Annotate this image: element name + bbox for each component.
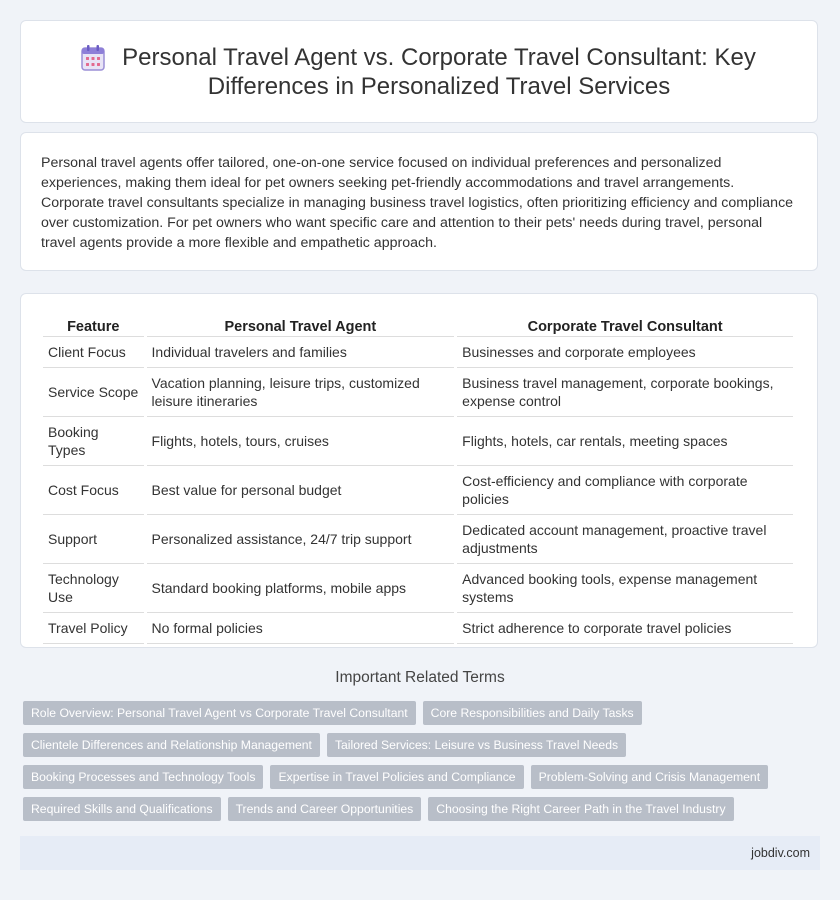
related-term-tag[interactable]: Problem-Solving and Crisis Management (531, 765, 769, 789)
table-row (43, 417, 793, 466)
table-cell: Best value for personal budget (147, 466, 455, 515)
table-cell: Cost Focus (43, 466, 144, 515)
comparison-table (40, 314, 796, 644)
table-cell: Cost-efficiency and compliance with corporate policies (457, 466, 793, 515)
table-cell: No formal policies (147, 613, 455, 644)
related-term-tag[interactable]: Core Responsibilities and Daily Tasks (423, 701, 642, 725)
table-cell: Booking Types (43, 417, 144, 466)
related-term-tag[interactable]: Required Skills and Qualifications (23, 797, 221, 821)
related-term-tag[interactable]: Role Overview: Personal Travel Agent vs Corporate Travel Consultant (23, 701, 416, 725)
table-cell: Dedicated account management, proactive travel adjustments (457, 515, 793, 564)
intro-paragraph: Personal travel agents offer tailored, one-on-one service focused on individual preferences and personalized experiences, making them ideal for pet owners seeking pet-friendly accommodations and travel arrangements. Corporate travel consultants specialize in managing business travel logistics, often prioritizing efficiency and compliance over customization. For pet owners who want specific care and attention to their pets' needs during travel, personal travel agents provide a more flexible and empathetic approach. (41, 155, 794, 251)
table-cell: Individual travelers and families (147, 337, 455, 368)
related-term-tag[interactable]: Expertise in Travel Policies and Compliance (270, 765, 523, 789)
table-cell: Strict adherence to corporate travel policies (457, 613, 793, 644)
table-row (43, 337, 793, 368)
table-cell: Personalized assistance, 24/7 trip support (147, 515, 455, 564)
related-term-tag[interactable]: Trends and Career Opportunities (228, 797, 422, 821)
table-cell: Advanced booking tools, expense management systems (457, 564, 793, 613)
table-cell: Business travel management, corporate bookings, expense control (457, 368, 793, 417)
table-cell: Flights, hotels, tours, cruises (147, 417, 455, 466)
table-header: Corporate Travel Consultant (457, 314, 793, 337)
table-cell: Support (43, 515, 144, 564)
table-cell: Client Focus (43, 337, 144, 368)
table-row (43, 368, 793, 417)
table-cell: Vacation planning, leisure trips, customized leisure itineraries (147, 368, 455, 417)
table-header: Personal Travel Agent (147, 314, 455, 337)
table-row (43, 564, 793, 613)
table-row (43, 515, 793, 564)
table-cell: Travel Policy (43, 613, 144, 644)
table-cell: Standard booking platforms, mobile apps (147, 564, 455, 613)
page-title: Personal Travel Agent vs. Corporate Travel Consultant: Key Differences in Personalized Travel Services (122, 43, 756, 100)
table-row (43, 613, 793, 644)
related-term-tag[interactable]: Clientele Differences and Relationship Management (23, 733, 320, 757)
title-card (20, 20, 818, 123)
table-row (43, 466, 793, 515)
related-term-tag[interactable]: Booking Processes and Technology Tools (23, 765, 263, 789)
table-cell: Flights, hotels, car rentals, meeting spaces (457, 417, 793, 466)
footer-site-link[interactable]: jobdiv.com (751, 846, 810, 860)
comparison-table-card (20, 293, 818, 648)
related-terms-title: Important Related Terms (335, 669, 505, 686)
table-cell: Technology Use (43, 564, 144, 613)
footer (20, 836, 820, 870)
table-header: Feature (43, 314, 144, 337)
related-terms-list (23, 701, 803, 829)
table-cell: Businesses and corporate employees (457, 337, 793, 368)
related-term-tag[interactable]: Choosing the Right Career Path in the Travel Industry (428, 797, 733, 821)
table-header-row (43, 314, 793, 337)
table-cell: Service Scope (43, 368, 144, 417)
calendar-icon (81, 45, 105, 71)
intro-card (20, 132, 818, 271)
related-term-tag[interactable]: Tailored Services: Leisure vs Business Travel Needs (327, 733, 626, 757)
